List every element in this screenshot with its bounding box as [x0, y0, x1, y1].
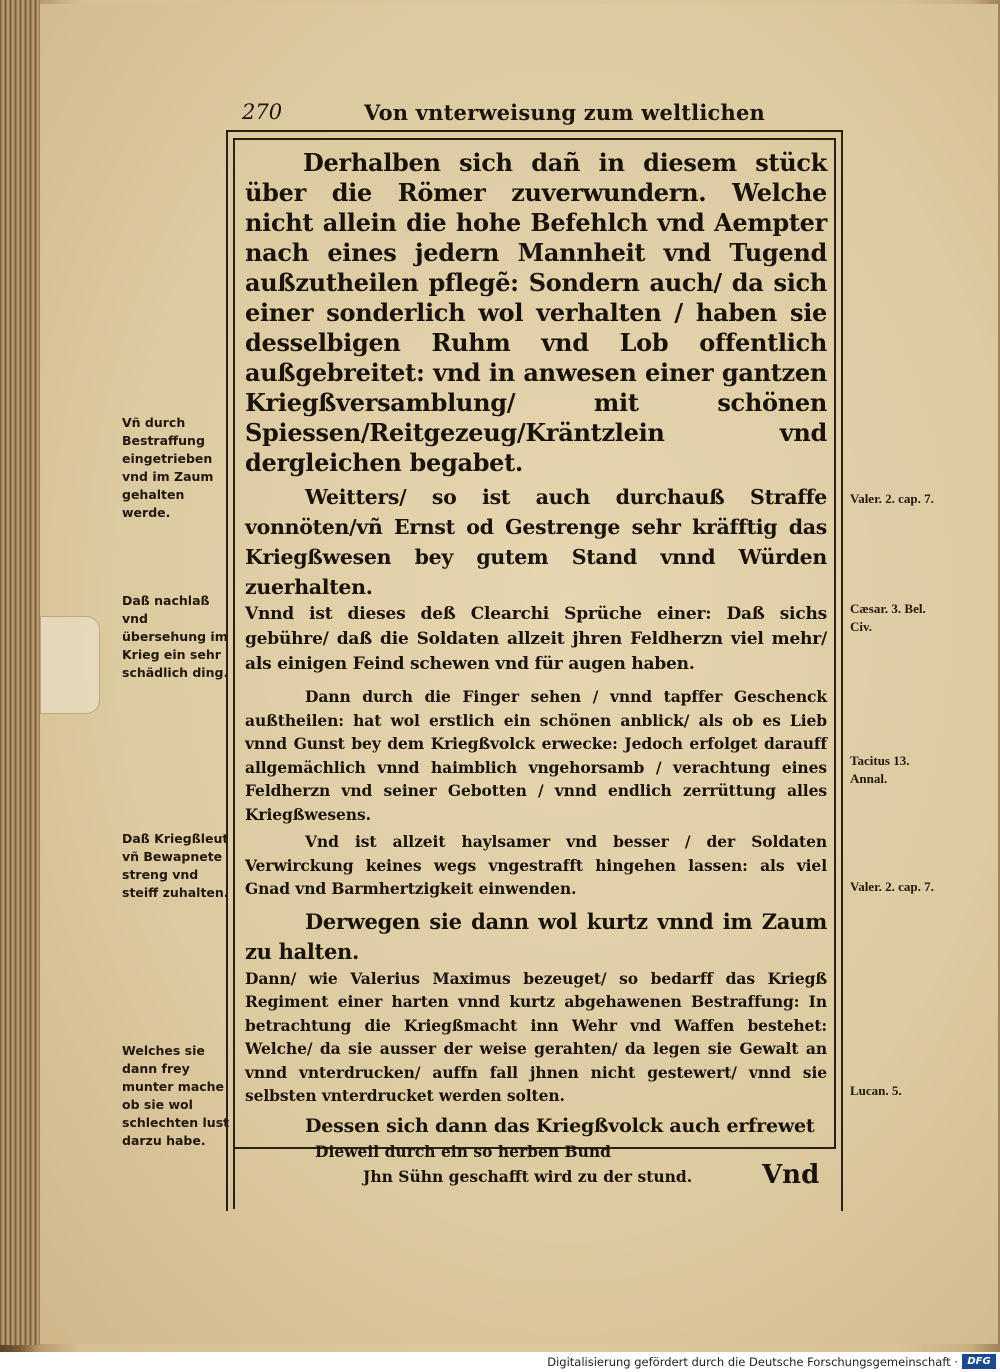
marginal-gloss-1: Vñ durch Bestraffung eingetrieben vnd im Zaum gehalten werde. [122, 415, 214, 520]
marginal-gloss-2: Daß nachlaß vnd übersehung im Krieg ein sehr schädlich ding. [122, 593, 229, 680]
frame-rule [233, 1145, 235, 1209]
marginal-reference-1: Valer. 2. cap. 7. [850, 491, 934, 506]
marginal-reference-2: Cæsar. 3. Bel. Civ. [850, 601, 926, 634]
verse-line-1: Dieweil durch ein so herben Bund [315, 1141, 611, 1161]
paragraph-punishment: Weitters/ so ist auch durchauß Straffe vonnöten/vñ Ernst od Gestrenge sehr kräfftig das Kriegßwesen bey gutem Stand vnnd Würden zuerhalten. [245, 485, 827, 599]
book-page-edges [0, 0, 40, 1345]
paragraph-indulgence: Dann durch die Finger sehen / vnnd tapffer Geschenck außtheilen: hat wol erstlich ein schönen anblick/ als ob es Lieb vnnd Gunst bey dem Kriegßvolck erwecke: Jedoch erfolget darauff allgemächlich vnnd haimblich vngehorsamb / verachtung eines Feldherzn vnd seiner Gebotten / vnnd endlich zerrüttung alles Kriegßwesens. [245, 687, 827, 824]
marginal-gloss-3: Daß Kriegßleut vñ Bewapnete streng vnd steiff zuhalten. [122, 831, 229, 900]
marginal-gloss-4: Welches sie dann frey munter mache ob sie wol schlechten lust darzu habe. [122, 1043, 230, 1148]
main-text [245, 148, 827, 1189]
paragraph-clearchus: Vnnd ist dieses deß Clearchi Sprüche einer: Daß sichs gebühre/ daß die Soldaten allzeit jhren Feldherzn viel mehr/ als einigen Feind schewen vnd für augen haben. [245, 604, 827, 674]
marginal-reference-3: Tacitus 13. Annal. [850, 753, 910, 786]
running-head: Von vnterweisung zum weltlichen [364, 100, 765, 125]
digitization-footer [0, 1352, 1000, 1372]
funding-credit: Digitalisierung gefördert durch die Deutsche Forschungsgemeinschaft · [547, 1355, 958, 1369]
paragraph-restraint-heading: Derwegen sie dann wol kurtz vnnd im Zaum zu halten. [245, 908, 827, 964]
page-tab-marker [40, 616, 100, 714]
verse-line-2: Jhn Sühn geschafft wird zu der stund. [363, 1166, 693, 1186]
page-number: 270 [242, 100, 283, 124]
paragraph-rejoice: Dessen sich dann das Kriegßvolck auch erfrewet [305, 1114, 815, 1137]
catchword: Vnd [762, 1160, 820, 1190]
marginal-reference-5: Lucan. 5. [850, 1083, 902, 1098]
marginal-reference-4: Valer. 2. cap. 7. [850, 879, 934, 894]
paragraph-salutary: Vnd ist allzeit haylsamer vnd besser / der Soldaten Verwirckung keines wegs vngestrafft hingehen lassen: als viel Gnad vnd Barmhertzigkeit einwenden. [245, 832, 827, 898]
paragraph-romans: Derhalben sich dañ in diesem stück über die Römer zuverwundern. Welche nicht allein die hohe Befehlch vnd Aempter nach eines jedern Mannheit vnd Tugend außzutheilen pflegẽ: Sondern auch/ da sich einer sonderlich wol verhalten / haben sie desselbigen Ruhm vnd Lob offentlich außgebreitet: vnd in anwesen einer gantzen Kriegßversamblung/ mit schönen Spiessen/Reitgezeug/Kräntzlein vnd dergleichen begabet. [245, 148, 827, 477]
paragraph-valerius: Dann/ wie Valerius Maximus bezeuget/ so bedarff das Kriegß Regiment einer harten vnnd kurtz abgehawenen Bestraffung: In betrachtung die Kriegßmacht inn Wehr vnd Waffen bestehet: Welche/ da sie ausser der weise gerahten/ da legen sie Gewalt an vnnd vnterdrucken/ auffn fall jhnen nicht gestewert/ vnnd sie selbsten vnterdrucket werden solten. [245, 968, 827, 1105]
dfg-logo: DFG [962, 1354, 996, 1369]
page-header [240, 96, 840, 132]
